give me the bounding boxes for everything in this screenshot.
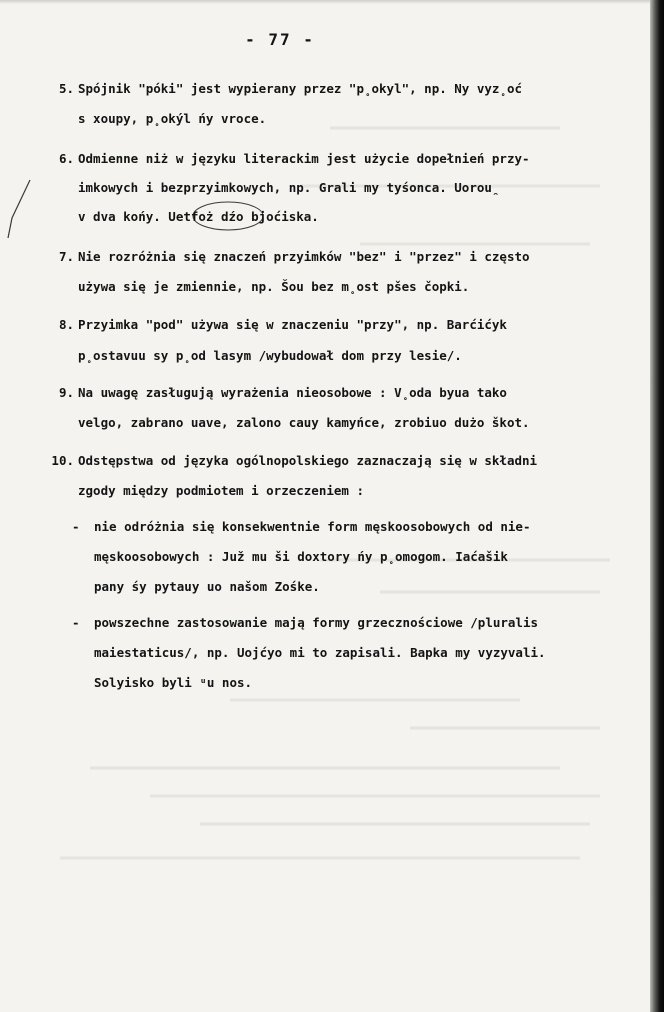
item-number: 7. [58,249,74,264]
pen-margin-mark [4,178,34,240]
item-line: Na uwagę zasługują wyrażenia nieosobowe : V̥oda byua tako [78,385,507,400]
item-number: 5. [58,81,74,96]
item-line: zgody między podmiotem i orzeczeniem : [78,483,364,498]
item-number: 6. [58,151,74,166]
item-line: p̥ostavuu sy p̥od lasym /wybudował dom przy lesie/. [78,348,462,363]
subitem-line: Solyisko byli ᵘu nos. [94,675,253,690]
subitem-line: powszechne zastosowanie mają formy grzecznościowe /pluralis [94,615,539,630]
item-line: s xoupy, p̥okýl ńy vroce. [78,111,267,126]
item-number: 10. [51,453,74,468]
subitem-line: męskoosobowych : Juž mu ši doxtory ńy p̥omogom. Iaćašik [94,549,508,564]
item-line: Przyimka "pod" używa się w znaczeniu "przy", np. Barćićyk [78,317,507,332]
scan-top-edge [0,0,650,4]
item-line: Odmienne niż w języku literackim jest użycie dopełnień przy- [78,151,530,166]
item-line: velgo, zabrano uave, zalono cauy kamyńce, zrobiuo dużo škot. [78,415,530,430]
item-line: używa się je zmiennie, np. Šou bez m̥ost pšes čopki. [78,279,470,294]
item-line: Nie rozróżnia się znaczeń przyimków "bez" i "przez" i często [78,249,530,264]
page-number: - 77 - [245,30,315,49]
item-number: 8. [58,317,74,332]
item-line: Spójnik "póki" jest wypierany przez "p̥okyl", np. Ny vyz̥oć [78,81,523,96]
item-line: Odstępstwa od języka ogólnopolskiego zaznaczają się w składni [78,453,538,468]
subitem-dash: - [72,615,80,630]
subitem-line: maiestaticus/, np. Uojćyo mi to zapisali. Bapka my vyzyvali. [94,645,546,660]
subitem-dash: - [72,519,80,534]
subitem-line: pany śy pytauy uo našom Zośke. [94,579,320,594]
subitem-line: nie odróżnia się konsekwentnie form męskoosobowych od nie- [94,519,531,534]
item-line: imkowych i bezprzyimkowych, np. Grali my tyśonca. Uorou̯ [78,180,500,195]
item-line: v dva końy. Uetfoż dźo bjoćiska. [78,209,319,224]
scan-right-edge [650,0,664,1012]
item-number: 9. [58,385,74,400]
